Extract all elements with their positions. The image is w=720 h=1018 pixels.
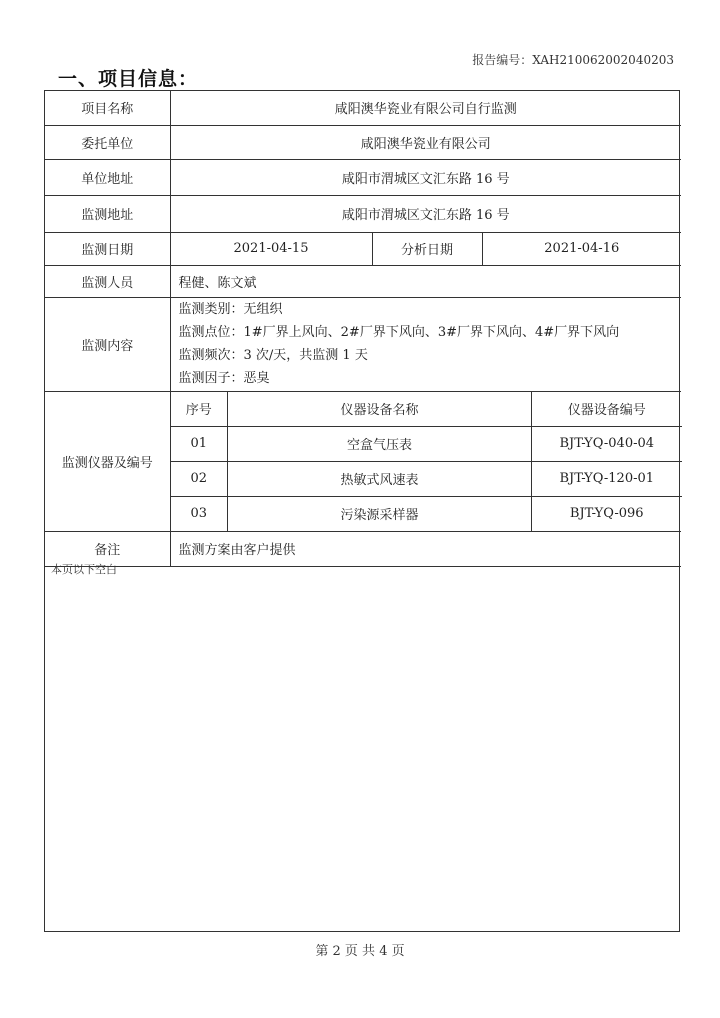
personnel-value: 程健、陈文斌	[170, 265, 681, 297]
content-line-frequency: 监测频次：3 次/天，共监测 1 天	[178, 348, 368, 363]
instrument-code: BJT-YQ-120-01	[532, 461, 682, 496]
table-row	[171, 426, 682, 461]
section-title: 一、项目信息：	[58, 68, 199, 90]
unit-address-label: 单位地址	[45, 159, 170, 195]
instrument-name: 热敏式风速表	[228, 461, 532, 496]
info-sheet	[44, 90, 680, 932]
blank-page-note: 本页以下空白	[51, 563, 117, 576]
instruments-cell	[170, 391, 681, 531]
remark-label: 备注	[45, 531, 170, 566]
instrument-no: 02	[171, 461, 228, 496]
instrument-header-no: 序号	[171, 392, 228, 427]
instruments-label: 监测仪器及编号	[45, 391, 170, 531]
content-line-points: 监测点位：1#厂界上风向、2#厂界下风向、3#厂界下风向、4#厂界下风向	[178, 325, 620, 340]
instrument-no: 01	[171, 426, 228, 461]
report-number: 报告编号：XAH210062002040203	[472, 53, 674, 67]
table-row	[45, 297, 681, 391]
project-name-value: 咸阳澳华瓷业有限公司自行监测	[170, 91, 681, 125]
instrument-code: BJT-YQ-096	[532, 496, 682, 531]
personnel-label: 监测人员	[45, 265, 170, 297]
unit-address-value: 咸阳市渭城区文汇东路 16 号	[170, 159, 681, 195]
monitor-address-value: 咸阳市渭城区文汇东路 16 号	[170, 195, 681, 232]
analysis-date-label: 分析日期	[372, 232, 482, 265]
page-number: 第 2 页 共 4 页	[315, 944, 405, 959]
instrument-name: 空盒气压表	[228, 426, 532, 461]
project-info-table	[45, 91, 681, 567]
table-row	[45, 125, 681, 159]
content-line-category: 监测类别：无组织	[178, 302, 283, 317]
instrument-name: 污染源采样器	[228, 496, 532, 531]
table-row	[45, 232, 681, 265]
table-row	[171, 461, 682, 496]
instrument-header-name: 仪器设备名称	[228, 392, 532, 427]
instrument-no: 03	[171, 496, 228, 531]
table-row	[45, 195, 681, 232]
client-label: 委托单位	[45, 125, 170, 159]
analysis-date-value: 2021-04-16	[482, 232, 681, 265]
monitor-date-label: 监测日期	[45, 232, 170, 265]
monitor-address-label: 监测地址	[45, 195, 170, 232]
content-value	[170, 297, 681, 391]
table-row	[171, 496, 682, 531]
table-row	[45, 159, 681, 195]
monitor-date-value: 2021-04-15	[170, 232, 372, 265]
remark-value: 监测方案由客户提供	[170, 531, 681, 566]
content-label: 监测内容	[45, 297, 170, 391]
table-row	[45, 91, 681, 125]
table-row	[45, 391, 681, 531]
table-row	[171, 392, 682, 427]
content-line-factor: 监测因子：恶臭	[178, 371, 270, 386]
project-name-label: 项目名称	[45, 91, 170, 125]
table-row	[45, 265, 681, 297]
client-value: 咸阳澳华瓷业有限公司	[170, 125, 681, 159]
instrument-code: BJT-YQ-040-04	[532, 426, 682, 461]
instrument-header-code: 仪器设备编号	[532, 392, 682, 427]
table-row	[45, 531, 681, 566]
instruments-table	[171, 392, 682, 531]
